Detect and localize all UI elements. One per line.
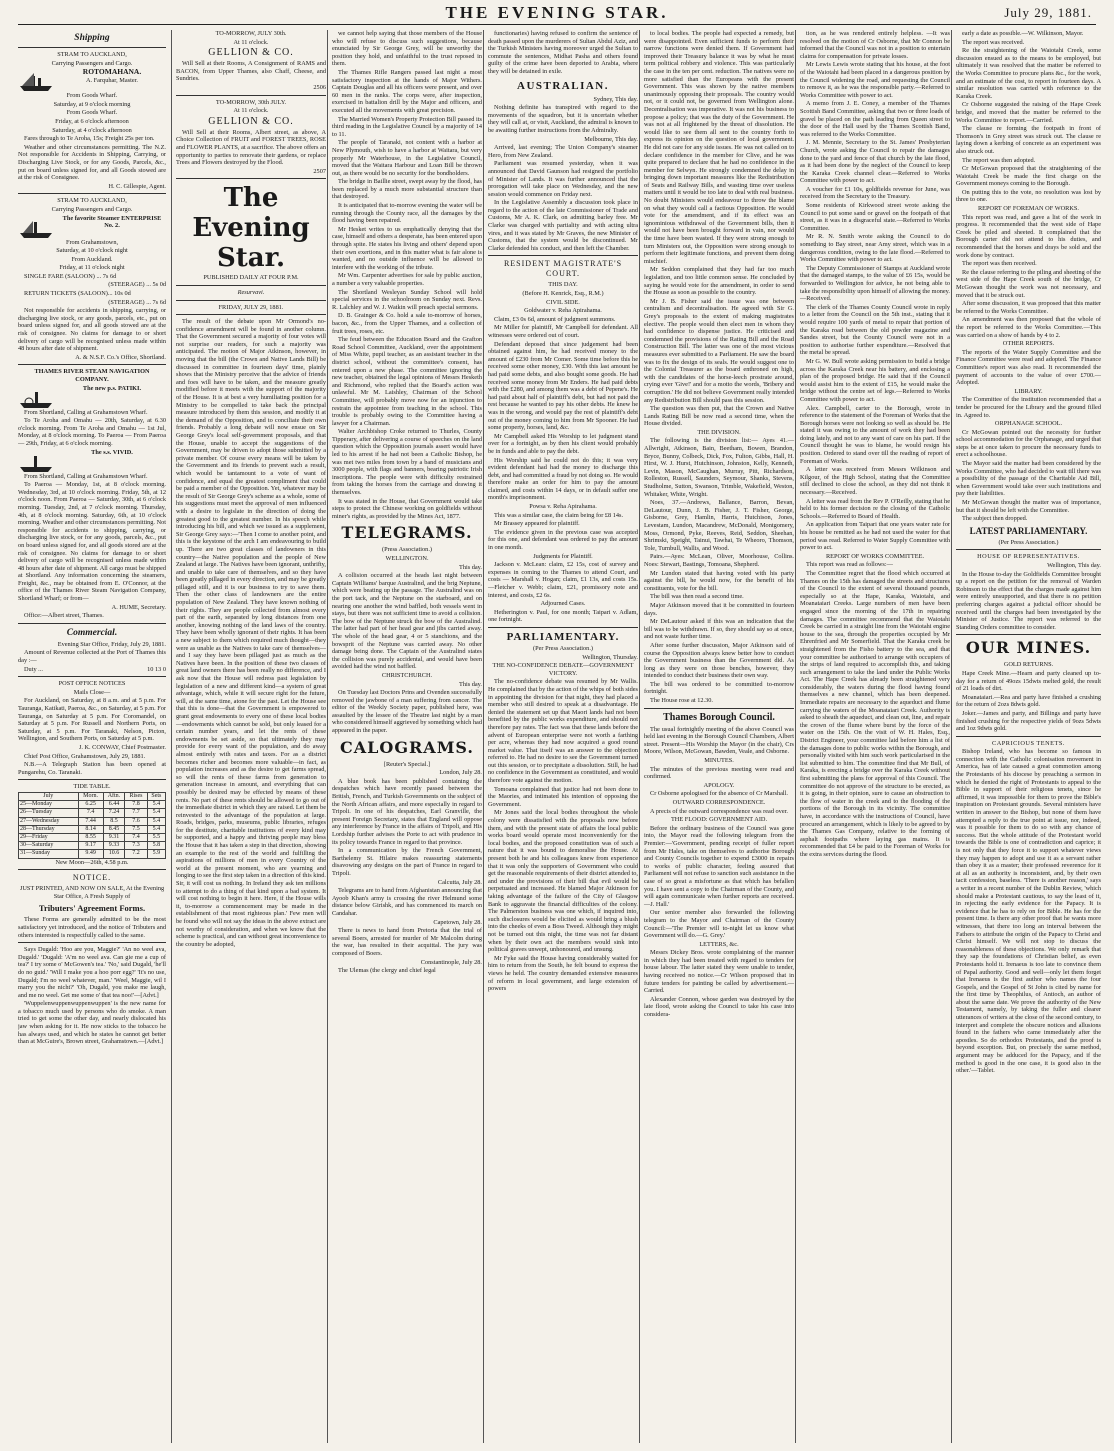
tide-cell: 26—Tuesday [19, 809, 79, 817]
tide-cell: 25—Monday [19, 801, 79, 809]
reuters-special: [Reuter's Special.] [383, 760, 431, 768]
council-paragraph: Cr Osborne suggested the raising of the Hape Creek bridge, and moved that the matter be referred to the Works Committee to report.—Carried. [956, 101, 1101, 124]
telegram-christchurch: On Tuesday last Doctors Prins and Ovenden successfully removed the jawbone of a man suffering from cancer. The editor of the Weekly Society paper, published here, was assaulted by the lessee of the Theatre last night by a man who considered himself aggrieved by something which had appeared in the paper. [332, 689, 482, 735]
tide-cell: 5.5 [147, 833, 165, 841]
division-paragraph: Noes, 37.—Andrews, Ballance, Barron, Bevan, DeLautour, Dunn, J. B. Fisher, J. T. Fisher, George, Gisborne, Grey, Hamlin, Harris, Hutchison, Jones, Levestam, Lundon, Macandrew, McDonald, Montgomery, Moss, Ormond, Pyke, Reeves, Reid, Seddon, Sheehan, Shrimski, Speight, Tainui, Tawhai, Te Wheoro, Thomson, Tole, Turnbull, Wallis, and Wood. [644, 499, 794, 552]
council-paragraph: The Committee of the institution recommended that a tender be procured for the Library and the ground filled in. Agreed to. [956, 396, 1101, 419]
tide-row [19, 850, 166, 858]
council-paragraph: After some discussion, it was proposed that this matter be referred to the Works Committee. [956, 300, 1101, 315]
fare-single-steerage: (STEERAGE) ... 5s 0d [108, 281, 166, 289]
tide-header-cell: Aftn. [103, 792, 125, 800]
ad-code-1: 2506 [313, 83, 326, 91]
tide-row [19, 833, 166, 841]
council-paragraph: An amendment was then proposed that the whole of the report be referred to the Works Committee.—This was carried on a show of hands by 4 to 2. [956, 316, 1101, 339]
cable-london: A blue book has been published containing the despatches which have recently passed between the British, French, and Turkish Governments on the subject of the North African affairs, and more especially in regard to Tripoli. In one of his despatches, Earl Granville, the present Foreign Secretary, states that England will oppose any interference by France in the affairs of Tripoli, and His Lordship further advises the Porte to act with prudence in its policy towards France in regard to that province. [332, 777, 482, 846]
from-auckland: From Auckland. [71, 255, 113, 263]
council-paragraph: Mr Lewis Lewis wrote stating that his house, at the foot of the Waiotahi had been placed in a dangerous position by the Council widening the road, and requesting the Council to remove it, as he was the responsible party.—Referred to Works Committee with power to act. [800, 61, 950, 99]
tide-header-cell: July [19, 792, 79, 800]
tenets-article: Bishop Ireland, who has become so famous in connection with the Catholic colonisation movement in America, has of late caused a great commotion among the Protestants of his diocese by preaching a sermon in which he denied the right of Protestants to appeal to the Bible in support of their religious tenets, since he affirmed, it was impossible for them to prove the Bible's inspiration on Protestant grounds. Several ministers have written in answer to the Bishop, but none of them have attempted a reply to the true point at issue, nor, indeed, was it possible for them to do so with any chance of success. But the whole attitude of the Protestant world towards the Bible is one of contradiction and caprice; it is not only that they force it to support whatever views they may happen to adopt and use it as a servant rather than obey it as a master; their professed reverence for it at all as an authority is inconsistent, and, by their own tacit confession, baseless. 'There is another reason,' says a writer in a recent number of the Dublin Review, 'which should make a Protestant cautious, to say the least of it, in rejecting the early evidence for the Papacy. It is evidence that he has to rely on for Bible. He has for the present time. Is there any other proof that he wants more witnesses, that there too long an interval between the Fathers to attribute the origin of the Papacy to Christ and Christ himself. We will not stop to discuss the reasonableness of these objections. We only remark that they sap the foundations of Christian belief, as even Protestants hold it. Irenaeus is too late to convince them of Papal authority. Good and well—only let them forget that Irenaeus is the first author who names the four Gospels, and the Gospel of St John is cited by name for the first time by Theophilus, of Antioch, an author of about the same date. We prove the authority of the New Testament, namely, by taking the fuller and clearer utterances of writers at the close of the second century, to interpret and complete the obscure notices and allusions found in the fathers who came immediately after the apostles. So do orthodox Protestants, and the proof is beyond exception. But, on precisely the same method, argument may be adduced for the Papacy, and if the method is good in the one case, it is good also in the other.'—Tablet. [956, 748, 1101, 1075]
civil-side: CIVIL SIDE. [546, 298, 580, 306]
division-paragraph: The bill was then read a second time. [650, 593, 744, 601]
cable-continued: functionaries) having refused to confirm the sentence of death passed upon the murderers of Sultan Abdul Aziz, and the Turkish Ministers having moreover urged the Sultan to commute the sentences, Midhat Pasha and others found guilty of the crime have been deported to Arabia, where they will be detained in exile. [488, 30, 638, 75]
press-association-3: (Per Press Association.) [998, 538, 1059, 546]
news-paragraph: Mr Wm. Carpenter advertises for sale by public auction, a number a very valuable properties. [332, 272, 482, 287]
tide-cell: 8.55 [78, 833, 103, 841]
case-title-2: Powsa v. Reha Apirahama. [529, 503, 597, 511]
press-association: (Press Association.) [381, 546, 433, 554]
council-paragraph: Mr McGowan thought the matter was of importance, but that it should be left with the Committee. [956, 499, 1101, 514]
gellion-body-2: Will Sell at their Rooms, Albert street, as above, A Choice Collection of FRUIT and FOREST TREES, ROSE and FLOWER PLANTS, at a sacrifice. The above offers an opportunity to parties to renovate their gardens, or replace Trees and Flowers destroyed by the Flood. [176, 128, 326, 167]
tide-cell: 30—Saturday [19, 842, 79, 850]
council-paragraph: Messrs Dickey Bros. wrote complaining of the manner in which they had been treated with regard to tenders for house labour. The latter stated they were unable to tender, having received no notice.—Cr Wilson proposed that in future tenders for painting be called by advertisement.—Carried. [644, 949, 794, 995]
council-paragraph: On putting this to the vote, no resolution was lost by three to one. [956, 188, 1101, 204]
council-paragraph: early a date as possible.—W. Wilkinson, Mayor. [962, 30, 1084, 37]
news-paragraph: we cannot help saying that those members of the House who will refuse to discuss such suggestions, because enunciated by Sir George Grey, will be unworthy the position they hold, and unfaithful to the trust reposed in them. [332, 30, 482, 68]
court-paragraph: Hetherington v. Paul, for one month; Taipari v. Adlam, one fortnight. [488, 608, 638, 624]
parliament-paragraph: Mr J. B. Fisher said the issue was one between centralism and decentralisation. He agreed with Sir G. Grey's proposals to the extent of making magistrates elective. The people would then elect men in whom they had confidence to dispense justice. He criticised and condemned the provisions of the Rating Bill and the Road Construction Bill. The latter was one of the most vicious measures ever submitted to a Parliament. He saw the board was to fix the design of its seals. He would suggest one to the Colonial Treasurer as the board enthroned on high, with the candidates of the horse-leech prostrate around, crying ever 'Give!' and for a motto the words, 'Bribery and corruption.' He did not believe Government really intended any Redistribution Bill should pass this session. [644, 297, 794, 404]
newspaper-title: THE EVENING STAR. [445, 3, 669, 22]
saturday-schedule-1: Saturday, at 9 o'clock morning [53, 100, 131, 108]
tide-header-cell: Rises [125, 792, 147, 800]
stram-heading: STRAM TO AUCKLAND, [57, 51, 127, 58]
calograms-heading: CALOGRAMS. [340, 737, 474, 757]
tide-table [18, 792, 166, 859]
tomorrow-heading-1: TO-MORROW, JULY 30th. [215, 30, 287, 37]
news-paragraph: D. B. Grainger & Co. hold a sale to-morrow of horses, bacon, &c., from the Upper Thames, and a collection of fruit trees, roses, etc. [332, 312, 482, 335]
patiki-name: The new p.s. PATIKI. [82, 384, 142, 392]
post-office-dateline: Chief Post Office, Grahamstown, July 29, 1881. [24, 752, 146, 760]
division-paragraph: Mr DeLautour asked if this was an indication that the bill was to be withdrawn. If so, they should say so at once, and not waste further time. [644, 618, 794, 641]
saturday-schedule-2: Saturday, at 4 o'clock afternoon [52, 126, 132, 134]
minutes-heading: MINUTES. [704, 757, 734, 765]
council-paragraph: Our senior member also forwarded the following telegram to the Mayor and Chairman of the County Council:—'The Premier will to-night let us know what Government will do.—G. Grey.' [644, 909, 794, 940]
apology-heading: APOLOGY. [703, 781, 735, 789]
steamer-icon [18, 70, 54, 92]
tomorrow-heading-2: TO-MORROW, 30th JULY. [215, 98, 287, 106]
tide-cell: 5.4 [147, 817, 165, 825]
fare-return-steerage: (STEERAGE) ... 7s 6d [108, 298, 166, 306]
tide-cell: 7.4 [125, 833, 147, 841]
published-line: PUBLISHED DAILY AT FOUR P.M. [203, 274, 299, 282]
council-paragraph: J. M. Mennie, Secretary to the St. James' Presbyterian Church, wrote asking the Council to repair the damages done to the yard and fence of that church by the late flood, as it had been done by the neglect of the Council to keep the Karaka Creek channel clear.—Referred to Works Committee with power to act. [800, 139, 950, 185]
australian-paragraph: Arrived, last evening; The Union Company's steamer Hero, from New Zealand. [488, 144, 638, 159]
postmaster: J. K. CONWAY, Chief Postmaster. [78, 743, 166, 751]
australian-paragraph: Nothing definite has transpired with regard to the movements of the squadron, but it is uncertain whether they will call at, or visit, Auckland, the admiral is known to be awaiting further instructions from the Admiralty. [488, 104, 638, 134]
gold-returns-heading: GOLD RETURNS. [1003, 661, 1054, 669]
capetown-dateline: Capetown, July 28. [433, 918, 482, 926]
tide-row [19, 801, 166, 809]
parliament-paragraph: to local bodies. The people had expected a remedy, but were disappointed. Even sufficient funds to perform their narrow functions were denied them. If Government had improved their Treasury balance it was by what he must term political robbery and violence. This was particularly the case in the ten per cent. reduction. The natives were no more satisfied than the Europeans with the present Government. This was shown by the native members unanimously opposing their proposals. The country would not, or it could not, be governed from Wellington alone. Decentralisation was imperative. It was not his business to propose a policy; that was the duty of the Government. He was not at all frightened by the threat of dissolution. He would like to see them all sent to the country forth to express its opinion on the question of local government. He did not care for any side issues. He was not called on to declare confidence in the member for Clive, and he was quite prepared to declare that he had no confidence in the member for Selwyn. He strongly condemned the delay in bringing down important measures like the Redistribution of Seats and Railway Bills, and wasting time over useless matters until it would be too late to deal with real business. No doubt Ministers would endeavour to throw the blame on what they would call a factious Opposition. He would vote for the amendment, and if its effect was an ignominious withdrawal of the Government bills, then it would not have been brought forward in vain, nor would the time have been wasted. If they were strong enough to turn Ministers out, the Opposition were strong enough to perform their legitimate functions, and prevent them doing mischief. [644, 30, 794, 265]
judgments-heading: Judgments for Plaintiff. [533, 552, 593, 560]
this-day: This day. [458, 680, 482, 688]
vivid-schedule: To Paeroa — Monday, 1st, at 8 o'clock morning. Wednesday, 3rd, at 10 o'clock morning. Friday, 5th, at 12 o'clock noon. From Paeroa — Saturday, 30th, at 6 o'clock morning. Tuesday, 2nd, at 7 o'clock morning. Thursday, 4th, at 8 o'clock morning. Saturday, 6th, at 10 o'clock morning. Weather and other circumstances permitting. Not responsible for accidents to shipping, carrying, or discharging live stock, or for any goods, parcels, &c., put on board unless signed for, and all goods stored are at the risk of consignee. No claims for damage to or short delivery of cargo will be recognised unless made within 48 hours after date of shipment. All cargo must be shipped at Shortland. Any information concerning the steamers, Freight, &c., may be obtained from E. O'Connor, at the office of the Thames River Steam Navigation Company, Shortland Wharf; or from— [18, 481, 167, 603]
parliament-paragraph: The question was then put, that the Crown and Native Lands Rating Bill be now read a second time, when the House divided. [644, 405, 794, 428]
mine-paragraph: Moanataiari.—Rea and party have finished a crushing for the return of 2ozs 8dwts gold. [956, 693, 1101, 709]
council-paragraph: A voucher for £1 10s, goldfields revenue for June, was received from the Secretary to the Treasury. [800, 185, 950, 201]
council-paragraph: Cr Osborne apologised for the absence of Cr Marshall. [650, 790, 788, 798]
news-paragraph: The Shortland Wesleyan Sunday School will hold special services in the schoolroom on Sunday next. Revs. R. Lalchley and W. J. Watkin will preach special sermons. [332, 288, 482, 311]
leader-article: The result of the debate upon Mr Ormond's no-confidence amendment will be found in another column. That the Government secured a majority of four votes will not surprise our readers, for such a majority was anticipated. The motion of Major Atkinson, however, in moving that the bill (the Crown and Native Lands Bill) be discussed in committee in fourteen days' time, plainly shows that the Ministry perceive that the advice of friends and foes will have to be taken, and the measure greatly modified before it meets with the support of the majority of the House. It is at best a very humiliating position for a Ministry to be compelled to take back the principal measure introduced by them this session, and modify it at the demand of the Opposition, and to conciliate their own friends. Probably a long debate will now ensue on Sir George Grey's local self-government proposals, and that the House, unable to accept the suggestions of the Government, may be driven to adopt those submitted by a private member. Of course every means will be taken by the Government and its friends to prevent such a result, which would be tantamount to a vote of want of confidence, and equal the greatest compliment that could be paid a member of the Opposition. Yet, whatever may be the result of Sir George Grey's scheme as a whole, some of his suggestions must meet the approval of men influenced with a desire to legislate in the direction of doing the greatest good to the greatest number. In his speech while introducing his bill, and which we issued as a supplement, Sir George Grey says:—'Then I come to another point, and this is the keystone of the arch I am endeavouring to build up. There are two great classes of landowners in this country—the Native population and the people of New Zealand at large. The Natives have been ignorant, unthrifty, and unable to take care of themselves, and so they have been greatly pillaged in every direction, and may be greatly pillaged still, and it is our business to try to save them. Then the other class of landowners are the entire population of New Zealand. They have known nothing of their rights. They are people collected from almost every part of the earth, separated by long distances from one another, knowing nothing of the land laws of the country. They have been wholly ignorant of their rights. It has been a new subject to them which required much thought—they were as unable as the Natives to take care of themselves—and I say they have been pillaged just as much as the Natives have been. In the position of these two classes of great land owners there has been really no difference, and I ask now that the House will redress past legislation by legislation of a new and different kind—a system of great advantage, which, while it will secure right for the future, will, at the same time, atone for the past. Let the House see that this is done—that the Government is empowered to grant great endowments to every one of these local bodies—endowments which cannot be sold, but only leased for a certain number years, and let the rents of these endowments be set aside, so that ultimately they may provide for every want of the population, and do away almost entirely with rates and taxes. For as a district becomes richer and becomes more valuable—in fact, as population increases and as the desire to get farms spread, so will the rents of these farms from generation to generation increase in amount, and everything that can possibly be desired may be effected by means of these rents. No part of these rents should be allowed to go out of the immediate district in which they are raised. Let them be reinvested to the advantage of the population at large. Roads, bridges, parks, museums, public libraries, refuges for the destitute, charitable institutions of every kind may be supported, and a happy and thriving people may bless the House that it has taken a step in that direction, showing an example to the rest of the world and fulfilling the aspirations of millions of men in every Country of the world at the present moment, who are yearning and longing to see the first step taken in a direction of this kind. Sir, it will cost us nothing. In Ireland they ask ten millions to attempt to do a thing of that kind upon a bad system. It will cost nothing to begin it here. Here, if the House wills it, to-morrow a commencement may be made in the establishment of that most righteous plan.' Few men will be found who will not say the ideas in the above extract are not worthy of consideration, and when we know that the scheme is practical, and can without great inconvenience to the country be adopted, [176, 318, 327, 948]
cable-capetown: There is news to hand from Pretoria that the trial of several Boers, arrested for murder of Mr Malcolm during the war, has resulted in their acquittal. The jury was composed of Boers. [332, 927, 482, 957]
fare-return-saloon: RETURN TICKETS (SALOON)... 10s 0d [24, 290, 131, 298]
letters-heading: LETTERS, &c. [699, 940, 739, 948]
council-paragraph: The minutes of the previous meeting were read and confirmed. [644, 765, 794, 781]
just-printed: JUST PRINTED, AND NOW ON SALE, At the Evening Star Office, A Fresh Supply of [19, 885, 165, 900]
council-paragraph: This report was read as follows:— [806, 561, 893, 569]
parliamentary-heading: PARLIAMENTARY. [506, 630, 620, 643]
case-title-1: Goldwater v. Reha Apirahama. [524, 307, 602, 315]
tobacco-advert: 'Wuppelenwuppenwuppenwuppen' is the new name for a tobacco much used by persons who do smoke. A man tried to get some the other day, and nearly dislocated his jaw when asking for it. He now sticks to the tobacco he has always used, and which he states he cannot get better than at McGuire's, Brown street, Grahamstown.—[Advt.] [18, 1000, 166, 1046]
not-responsible-notice: Not responsible for accidents in shipping, carrying, or discharging live stock, or any goods, parcels, etc., put on board unless signed for, and all goods stowed are at the risk of consignee. No claims for damage to or short delivery of cargo will be recognised unless made within 48 hours after date of shipment. [18, 307, 166, 353]
carrying-line-2: Carrying Passengers and Cargo. [51, 205, 133, 213]
parliament-paragraph: Mr Jones said the local bodies throughout the whole colony were dissatisfied with the proposals now before them, and with the present state of affairs the local public works board would operate most inconveniently for the local bodies, and the proposed constitution was of such a nature that it was bound to demoralise the House. At present both he and his colleagues knew from experience that it was only the supporters of Government who could get the reasonable requirements of their district attended to, and under the provisions of their bill that evil would be perpetuated and increased. He blamed Major Atkinson for taking advantage of the failure of the City of Glasgow Bank to aggravate the financial difficulties of the colony. The Palmerston business was one which, if inquired into, such disclosures would be elicited as would bring a blush into the cheeks of even a Boss Tweed. Although they might not be turned out this night, the time was not far distant when by their own act the members would sink into political graves unwept, unhonoured, and unsung. [488, 809, 638, 954]
tide-cell: 7.24 [103, 809, 125, 817]
office-address: Office:—Albert street, Thames. [24, 612, 104, 620]
christchurch-dateline: CHRISTCHURCH. [381, 671, 433, 679]
court-paragraph: This was a similar case, the claim being for £8 14s. [494, 511, 624, 519]
council-paragraph: Some residents of Kirkwood street wrote asking the Council to put some sand or gravel on the footpath of that street, as it was in a disgraceful state.—Referred to Works Committee. [800, 202, 950, 232]
tide-cell: 7.6 [125, 817, 147, 825]
council-paragraph: Mr G. W. Bull wrote asking permission to build a bridge across the Karaka Creek near his battery, and enclosing a plan of the proposed bridge. He said that if the Council would assist him to the extent of £15, he would make the bridge without the centre set of legs.—Referred to Works Committee with power to act. [800, 357, 950, 403]
commercial-heading: Commercial. [66, 627, 118, 638]
evening-star-nameplate: The Evening Star. [192, 183, 310, 274]
council-paragraph: An application from Taipari that one years water rate for his house be remitted as he had not used the water for that period was read. Referred to Water Supply Committee with power to act. [800, 521, 950, 552]
from-grahamstown: From Grahamstown, [65, 238, 119, 246]
friday-schedule-2: Friday, at 11 o'clock night [59, 264, 125, 272]
court-paragraph: Defendant deposed that since judgement had been obtained against him, he had received money to the amount of £230 from Mr Comer. Some time before this he received some other money, £30. With this last amount he had paid some debts, and also bought some goods. He had received some money from Mr Enders. He had paid debts with the £280, and among them was a debt of Pepene's. He had paid about half of plaintiff's debt, but had not paid the rest because he wanted to pay his other debts. He knew he was in the wrong, and would pay the rest of plaintiff's debt out of the money coming to him from Mr Spooner. He had some property, horses, land, &c. [488, 340, 638, 432]
press-association-2: (Per Press Association.) [533, 644, 593, 652]
division-paragraph: Pairs.—Ayes: McLean, Oliver, Moorhouse, Collins. Noes: Stewart, Bastings, Tomoana, Shepherd. [644, 553, 794, 568]
this-day: This day. [458, 563, 482, 571]
tide-cell: 6.44 [103, 801, 125, 809]
motto: Resurvavi. [237, 288, 265, 296]
council-paragraph: Cr McGowan pointed out the necessity for further school accommodation for the Orphanage, and urged that steps be at once taken to procure the necessary funds to erect a schoolhouse. [956, 428, 1101, 459]
court-paragraph: Mr Campbell asked His Worship to let judgment stand over for a fortnight, as by then his client would probably be in funds and able to pay the debt. [488, 432, 638, 455]
capricious-tenets-heading: CAPRICIOUS TENETS. [992, 739, 1065, 747]
court-paragraph: The evidence given in the previous case was accepted for this one, and defendant was ordered to pay the amount in one month. [488, 528, 638, 552]
council-paragraph: The subject then dropped. [962, 515, 1028, 523]
duty-value: 10 13 0 [147, 665, 166, 673]
council-paragraph: The usual fortnightly meeting of the above Council was held last evening in the Borough Council Chambers, Albert street. Present—His Worship the Mayor (in the chair), Crs Moore, Wilson, McGowan, Bawden, Veale, and Osborne. [644, 725, 794, 756]
council-paragraph: Alex. Campbell, carter to the Borough, wrote in reference to the statement of the Foreman of Works that the Borough horses were not looking so well as should be. He stated it was owing to the amount of work they had been doing lately, and not to any want of care on his part. If the Council thought he was to blame, he would resign his position. Ordered to stand over till the reading of report of Foreman of Works. [800, 404, 950, 465]
news-paragraph: Mr Hesket writes to us emphatically denying that the case, himself and others a desperate, has been entered upon through spite. He states his living and others' depend upon their own exertions, and in this matter what is fair alone is wanted, and no outside influence will be allowed to interfere with the working of the tribute. [332, 225, 482, 271]
tide-row [19, 825, 166, 833]
tide-cell: 6.25 [78, 801, 103, 809]
gellion-heading-1: GELLION & CO. [208, 47, 294, 59]
wellington-this-day: Wellington, This day. [1047, 562, 1101, 569]
tide-cell: 5.8 [147, 842, 165, 850]
column-shipping [18, 30, 170, 1443]
constantinople-dateline: Constantinople, July 28. [420, 958, 482, 966]
gellion-heading-2: GELLION & CO. [208, 115, 294, 127]
telegram-collision: A collision occurred at the heads last night between Captain Williams' barque Australind, and the brig Neptune, which were beating up the passage. The Australind was on the port tack, and the Neptune on the starboard, and on nearing one another the wind baffled, both vessels went in stays, but there was not sufficient time to avoid a collision. The bow of the Neptune struck the bow of the Australind. The latter had part of her head gear and jibs carried away. The whole of the head gear, 4 or 5 stanchions, and the bowsprit of the Neptune was carried away. No other damage being done. The Captain of the Australind states the collision was purely accidental, and would have been avoided had the wind not baffled. [332, 572, 482, 671]
vivid-from: From Shortland, Calling at Grahamstown Wharf. [24, 472, 148, 480]
tide-cell: 8.45 [103, 825, 125, 833]
editorial-date: FRIDAY, JULY 29, 1881. [218, 303, 284, 311]
council-paragraph: The clerk of the Thames County Council wrote in reply to a letter from the Council on the 5th inst., stating that it would require 100 yards of metal to repair that portion of the Karaka road between the old powder magazine and Sandes street, but the County Council were not in a position to authorise further expenditure.—Resolved that the metal be spread. [800, 303, 950, 357]
council-paragraph: The reports of the Water Supply Committee and the Finance Committee were read and adopted. The Finance Committee's report was also read. It recommended the payment of accounts to the value of over £700.—Adopted. [956, 348, 1101, 387]
duty-row [18, 666, 166, 674]
time-2: At 11 o'clock. [233, 107, 269, 115]
paddle-steamer-icon [18, 387, 54, 409]
council-paragraph: Alexander Connon, whose garden was destroyed by the late flood, wrote asking the Council to take his case into considera- [644, 995, 794, 1019]
council-paragraph: The Deputy Commissioner of Stamps at Auckland wrote that the damaged stamps, to the value of £6 15s, would be forwarded to Wellington for advice, he not being able to take the responsibility upon himself of allowing the money.—Received. [800, 264, 950, 303]
column-news [327, 30, 486, 1443]
foreman-report-heading: REPORT OF FOREMAN OF WORKS. [977, 205, 1080, 213]
tide-cell: 5.4 [147, 825, 165, 833]
agent-gillespie: H. C. Gillespie, Agent. [108, 182, 166, 190]
rotomahana-name: ROTOMAHANA. [82, 67, 142, 77]
mine-paragraph: Hape Creek Mine.—Hearn and party cleaned up to-day for a return of 49ozs 15dwts melted gold, the result of 21 loads of dirt. [956, 669, 1101, 693]
division-paragraph: Mr Lundon stated that having voted with his party against the bill, he would now, for the benefit of his constituents, vote for the bill. [644, 569, 794, 592]
column-mines-tenets [951, 30, 1101, 1443]
court-paragraph: Mr Miller for plaintiff, Mr Campbell for defendant. All witnesses were ordered out of court. [488, 324, 638, 339]
tributers-heading: Tributers' Agreement Forms. [38, 903, 146, 914]
issue-date: July 29, 1881. [1004, 5, 1092, 20]
customs-line: Amount of Revenue collected at the Port of Thames this day :— [18, 649, 166, 665]
column-division-council [639, 30, 798, 1443]
shipping-heading: Shipping [74, 33, 110, 43]
council-paragraph: This report was read, and gave a list of the work in progress. It recommended that the west side of Hape Creek be piled and sheeted. It complained that the Borough carter did not attend to his duties, and recommended that the horses and drays be sold and the work done by contract. [956, 213, 1101, 259]
court-paragraph: Claim, £3 0s 6d, amount of judgment summons. [494, 315, 616, 323]
other-reports-heading: OTHER REPORTS. [1002, 340, 1055, 348]
column-editorial [171, 30, 330, 1443]
flood-heading: THE FLOOD: GOVERNMENT AID. [670, 816, 768, 824]
court-paragraph: Mr Brassey appeared for plaintiff. [494, 520, 580, 528]
post-office-heading: POST OFFICE NOTICES [58, 680, 126, 688]
new-moon: New Moon—26th, 4.58 p.m. [55, 858, 129, 866]
council-paragraph: The clause re forming the footpath in front of Thomson's in Grey street was struck out. The clause re laying down a kerbing of concrete as an experiment was also struck out. [956, 125, 1101, 155]
tide-cell: 8.14 [78, 825, 103, 833]
australian-paragraph: In the Legislative Assembly a discussion took place in regard to the action of the late Commissioner of Trade and Customs, Mr A. K. Clark, on admitting barley free. Mr Clarke was charged with partiality and with acting ultra vires, and it was stated by Mr Graves, the new Minister of Customs, that the system would be discontinued. Mr Clarke defended his conduct, and then left the Chamber. [488, 199, 638, 252]
council-heading: Thames Borough Council. [663, 711, 775, 723]
notice-heading: NOTICE. [72, 873, 112, 883]
ad-code-2: 2507 [313, 167, 326, 175]
division-heading: THE DIVISION. [697, 428, 741, 436]
council-paragraph: A letter was received from Messrs Wilkinson and Kilgour, of the High School, stating that the Committee still declined to close the school, as they did not think it necessary.—Received. [800, 466, 950, 497]
stram-heading-2: STRAM TO AUCKLAND, [57, 197, 127, 205]
news-paragraph: It is anticipated that to-morrow evening the water will be running through the County race, all the damages by the flood having been repaired. [332, 202, 482, 225]
council-paragraph: Re the clause referring to the piling and sheeting of the west side of the Hape Creek south of the bridge, Cr McGowan thought the work was not necessary, and moved that it be struck out. [956, 268, 1101, 299]
australian-paragraph: Parliament was resumed yesterday, when it was announced that David Gaunson had resigned the portfolio of Minister of Lands. It was further announced that the prorogation will take place on Wednesday, and the new session would commence on Friday next. [488, 160, 638, 198]
tide-cell: 9.31 [103, 833, 125, 841]
secretary-hume: A. HUME, Secretary. [111, 603, 166, 611]
parliament-paragraph: Mr Seddon complained that they had far too much legislation, and too little common sense. He concluded by saying he would vote for the amendment, in order to send the House as soon as possible to the country. [644, 266, 794, 297]
our-mines-heading: OUR MINES. [965, 638, 1092, 658]
mine-paragraph: Joker.—James and party, and Billings and party have finished crushing for the respective yields of 9ozs 5dwts and 1oz 9dwts gold. [956, 709, 1101, 733]
tide-cell: 7.2 [125, 850, 147, 858]
weather-paragraph: Weather and other circumstances permitting. The N.Z. Not responsible for Accidents in Shipping, Carrying, or Discharging Live Stock, or for any Goods, Parcels, &c., put on board unless signed for, and all Goods stowed are at the risk of Consignee. [18, 143, 166, 182]
cable-constantinople: The Ulemas (the clergy and chief legal [338, 967, 436, 975]
news-paragraph: The feud between the Education Board and the Grafton Road School Committee, Auckland, over the appointment of Miss White, pupil teacher, as an assistant teacher in the district school, without the committee's consent, has entered upon a new phase. The committee ignoring the new teacher, obtained the legal opinions of Messrs Hesketh and Richmond, who replied that the Board's action was unlawful. Mr M. Laishley, Chairman of the School Committee, will probably move now for an injunction to restrain the appointee from teaching in the school. This trouble is probably owing to the Committee having a lawyer for a Chairman. [332, 336, 482, 427]
telegraph-notice: N.B.—A Telegraph Station has been opened at Pungarehu, Co. Taranaki. [18, 761, 166, 776]
latest-parliamentary-heading: LATEST PARLIAMENTARY. [969, 525, 1088, 536]
tide-cell: 7.44 [78, 817, 103, 825]
tide-row [19, 817, 166, 825]
london-dateline: London, July 28. [439, 769, 482, 777]
council-paragraph: The report was then adopted. [962, 156, 1036, 164]
steamer-icon [18, 217, 54, 239]
division-paragraph: Major Atkinson moved that it be committed in fourteen days. [644, 601, 794, 617]
news-paragraph: It was stated in the House, that Government would take steps to protect the Chinese working on goldfields without miner's rights, as provided by the Mines Act, 1877. [332, 497, 482, 520]
tide-table-title: TIDE TABLE. [73, 783, 111, 791]
from-goods-wharf-1: From Goods Wharf. [66, 92, 118, 100]
tide-cell: 28—Thursday [19, 825, 79, 833]
tide-row [19, 842, 166, 850]
telegrams-heading: TELEGRAMS. [341, 523, 473, 543]
house-heading: HOUSE OF REPRESENTATIVES. [977, 553, 1080, 561]
cable-calcutta: Telegrams are to hand from Afghanistan announcing that Ayoob Khan's army is crossing the river Helmund some distance below Girishk, and has commenced its march on Candahar. [332, 887, 482, 917]
tide-row [19, 809, 166, 817]
council-paragraph: A memo from J. E. Coney, a member of the Thames Scottish Band Committee, asking that two or three loads of gravel be placed on the path leading from Queen street to the door of the Hall used by the Thames Scottish Band, was referred to the Works Committee. [800, 100, 950, 138]
tide-cell: 9.49 [78, 850, 103, 858]
works-report-heading: REPORT OF WORKS COMMITTEE. [825, 552, 925, 560]
australian-heading: AUSTRALIAN. [517, 79, 609, 92]
vivid-name: The s.s. VIVID. [91, 448, 133, 456]
division-paragraph: The House rose at 12.30. [650, 697, 713, 705]
court-heading: RESIDENT MAGISTRATE'S COURT. [503, 259, 623, 279]
patiki-schedule: To Te Aroha and Omahu — 20th, Saturday, at 6.30 o'clock morning. From Te Aroha and Omahu — 1st Jul, Monday, at 8 o'clock morning. To Paeroa — From Paeroa — 29th, Friday, at 6 o'clock morning. [18, 417, 166, 447]
customs-dateline: Evening Star Office, Friday, July 29, 1881. [57, 640, 166, 648]
tide-cell: 8.5 [103, 817, 125, 825]
friday-schedule: Friday, at 6 o'clock afternoon [55, 117, 129, 125]
tide-cell: 5.4 [147, 801, 165, 809]
melbourne-dateline: Melbourne, This day. [584, 135, 638, 143]
council-paragraph: The Mayor said the matter had been considered by the Works Committee, who had decided to wait till there was a possibility of the passage of the Charitable Aid Bill, when Government would take over such institutions and pay their liabilities. [956, 460, 1101, 498]
works-report-body: The Committee regret that the flood which occurred at Thames on the 15th has damaged the streets and structures of the Council to the extent of several thousand pounds, especially so at the Hape, Karaka, Waiotahi, and Moanataiari Creeks. Large numbers of men have been engaged since the morning of the 17th in repairing damages. The committee recommend that the Waiotahi Creek be carried in a straight line from the Waiotahi engine house to the sea, through the properties occupied by Mr Ehrenfried and Mr Somerfield. That the Karaka creek be straightened from the Fisho battery to the sea, and that your committee be authorised to arrange with occupiers of the strips of land required to accomplish this, and taking such arrangement to take the land under the Public Works Act. The Hape Creek has already been straightened very considerably, the waters during the flood having found themselves a new channel, which has been deepened. Immediate repairs are necessary to the aqueduct and flume carrying the waters of the Moanataiari Creek. Authority is asked to sheath the aqueduct, and clean out, line, and repair the crown of the flume where burst by the force of the water on the 15th. On the visit of W. H. Hales, Esq., District Engineer, your committee laid before him a list of the damages done to public works within the Borough, and personally visited with him such work particularised in the list submitted to him. The committee find that Mr Bull, of Karaka, is erecting a bridge over the Karaka Creek without first submitting the plans for approval of this Council. The committee do not approve of the structure to be erected, as it is going, in their opinion, sure to cause an obstruction to the flow of water in the creek and to the flooding of the portions of the Borough in its vicinity. The committee have, in accordance with the instructions of Council, have procured an arrangement, which is likely to be agreed to by the Thames Gas Company, relative to the forming of asphalt footpaths where laying gas mains. It is recommended that £4 be paid to the Foreman of Works for the extra services during the flood. [800, 569, 950, 858]
council-paragraph: The report was then received. [962, 260, 1037, 268]
sydney-dateline: Sydney, This day. [593, 95, 638, 103]
column-australian-court-parliament [483, 30, 642, 1443]
council-paragraph: A precis of the outward correspondence was read over. [650, 807, 788, 815]
division-paragraph: After some further discussion, Major Atkinson said of course the Opposition always knew better how to conduct the Government business than the Government did. As long as they were on those benches, however, they intended to conduct their business their own way. [644, 641, 794, 680]
news-paragraph: The bridge in Baillie street, swept away by the flood, has been replaced by a much more substantial structure than that destroyed. [332, 178, 482, 201]
council-paragraph: A letter was read from the Rev P. O'Reilly, stating that he held to his former decision re the closing of the Catholic Schools.—Referred to Board of Health. [800, 497, 950, 520]
division-paragraph: The following is the division list:— Ayes 41.—Allwright, Atkinson, Bain, Beetham, Bowen, Brandon, Bryce, Bunny, Colbeck, Dick, Fox, Fulton, Gibbs, Hall, H. Hirst, W. J. Hurst, Hutchinson, Johnston, Kelly, Kenneth, Levin, Mason, McCaughan, Murray, Pitt, Richardson, Rolleston, Russell, Saunders, Seymour, Shanks, Stevens, Studholme, Sutton, Swanson, Trimble, Wakefield, Weston, Whitaker, White, Wright. [644, 437, 794, 498]
council-paragraph: tion, as he was rendered entirely helpless. —It was resolved on the motion of Cr Osborne, that Mr Connon be informed that the Council was not in a position to entertain claims for compensation for private losses. [800, 30, 950, 60]
wellington-dateline: WELLINGTON. [385, 555, 429, 562]
no-confidence-heading: THE NO-CONFIDENCE DEBATE—GOVERNMENT VICTORY. [492, 662, 634, 677]
tide-cell: 29—Friday [19, 833, 79, 841]
parliament-paragraph: Mr Fyke said the House having considerably waited for him to return from the South, he felt bound to express the views he held. The country demanded extensive measures of reform in local government, and large extension of powers [488, 954, 638, 993]
council-paragraph: Cr McGowan proposed that the straightening of the Waiotahi Creek be made the first charge on the Government moneys coming to the Borough. [956, 165, 1101, 188]
post-body: For Auckland, on Saturday, at 8 a.m. and at 5 p.m. For Tauranga, Katikati, Paeroa, &c., on Saturday, at 5 p.m. For Tauranga, on Saturday at 5 p.m. For Coromandel, on Saturday at 5 p.m. For Russell and Northern Ports, on Saturday, at 5 p.m. For Taranaki, Nelson, Picton, Wellington, and Southern Ports, on Saturday at 5 p.m. [18, 697, 166, 743]
parliament-paragraph: Tomoana complained that justice had not been done to the Maories, and intimated his intention of opposing the Government. [488, 785, 638, 808]
news-paragraph: Walter Archbishop Croke returned to Thurles, County Tipperary, after delivering a course of speeches on the land question which the Opposition journals assert would have led to his arrest if he had not been a Catholic Bishop, he was met two miles from town by a band of musicians and 3000 people, with flags and banners, bearing patriotic Irish inscriptions. The people were with difficulty restrained from taking the horses from the carriage and drawing it themselves. [332, 428, 482, 497]
court-before: (Before H. Kenrick, Esq., R.M.) [522, 290, 604, 298]
calcutta-dateline: Calcutta, July 28. [437, 878, 482, 886]
tributers-body: These Forms are generally admitted to be the most satisfactory yet introduced, and the notice of Tributers and others interested is respectfully called to the same. [18, 916, 166, 939]
saturday-schedule-3: Saturday, at 10 o'clock night [56, 247, 128, 255]
tide-cell: 7.8 [125, 801, 147, 809]
adjourned-heading: Adjourned Cases. [540, 600, 586, 608]
dugald-advert: Says Dugald: 'Hoo are you, Maggie?' 'An no weel ava, Dugald.' 'Dugald: 'A'm no weel ava. Can gie me a cup of tea?' I try some o' McGowen's tea.' 'No,' said Dugald, 'he'll do no guid.' 'Will I make you a hoo porr egg?' 'It's no use, Dugald; I'm no weel whatever, man.' 'Weel, Maggie, wil I marry you the nicht?' 'Oh, Dugald, you make me laugh, and me no weel. Get me some o' that tea noo!'—[Advt.] [18, 946, 166, 999]
tide-cell: 5.4 [147, 809, 165, 817]
library-heading: LIBRARY. [1014, 387, 1043, 395]
agent-office: A. & N.S.F. Co.'s Office, Shortland. [75, 353, 166, 361]
house-paragraph: In the House to-day the Goldfields Committee brought up a report on the petition for the removal of Warden Robinson to the effect that the charges made against him were entirely unsupported, and that there is no petition preferring charges against a judicial officer should be received until the charges had been investigated by the Minister of Justice. The report was referred to the Standing Orders committee to consider. [956, 570, 1101, 631]
court-paragraph: Jackson v. McLean: claim, £2 15s, cost of survey and expenses in coming to the Thames to attend Court, and costs — Marshall v. Hogan; claim, £1 13s, and costs 15s.—Fletcher v. Webb; claim, £21, promissory note and interest, and costs, £2 6s. [488, 561, 638, 599]
council-paragraph: Mr R. N. Smith wrote asking the Council to do something to Bay street, near Amy street, which was in a dangerous condition, owing to the late flood.—Referred to Works Committee with power to act. [800, 233, 950, 264]
tide-cell: 7.7 [125, 809, 147, 817]
tide-header-cell: Morn. [78, 792, 103, 800]
carrying-line: Carrying Passengers and Cargo. [51, 59, 133, 67]
orphanage-heading: ORPHANAGE SCHOOL. [994, 420, 1063, 428]
tide-cell: 9.17 [78, 842, 103, 850]
gellion-body-1: Will Sell at their Rooms, A Consignment of RAMS and BACON, from Upper Thames, also Chaff, Cheese, and Sundries. [176, 60, 326, 83]
fares-line: Fares through to Te Aroha, 15s; Freight 25s per ton. [24, 135, 155, 143]
wellington-thursday: Wellington, Thursday. [582, 653, 638, 661]
division-paragraph: The bill was ordered to be committed to-morrow fortnight. [644, 680, 794, 696]
enterprise-name: The favorite Steamer ENTERPRISE No. 2. [62, 214, 162, 230]
news-paragraph: The Married Women's Property Protection Bill passed its third reading in the Legislative Council by a majority of 14 to 11. [332, 115, 482, 138]
tide-header-cell: Sets [147, 792, 165, 800]
news-paragraph: The people of Taranaki, not content with a harbor at New Plymouth, wish to have a harbor at Waitara, but very properly Mr Waterhouse, in the Legislative Council, moved that the Waitara Harbour and Loan Bill be thrown out, as there would be no security for the bondholders. [332, 139, 482, 177]
court-this-day: THIS DAY. [548, 281, 578, 289]
tide-cell: 5.9 [147, 850, 165, 858]
court-paragraph: His Worship said he could not do this; it was very evident defendant had had the money to discharge this debt, and had committed a fraud by not doing so. He would therefore make an order for him to pay the amount claimed, and costs within 14 days, or in default suffer one month's imprisonment. [488, 456, 638, 502]
parliament-paragraph: The no-confidence debate was resumed by Mr Wallis. He complained that by the action of the whips of both sides in appointing the division for that night, they had placed a member who still desired to speak at a disadvantage. He denied the statement set up that Maori lands had not been benefited by the public works expenditure, and should not therefore pay rates. The fact was that these lands before the advent of European enterprise were not worth a farthing per acre, whereas they had now acquired a good round market value. That itself was an answer to the objection referred to. He had no desire to see the Government turned out this session, or to precipitate a dissolution. Still, he had no confidence in the Government as constituted, and would therefore vote against the motion. [488, 678, 638, 785]
council-paragraph: The report was received. [962, 38, 1025, 46]
council-paragraph: Re the straightening of the Waiotahi Creek, some discussion ensued as to the means to be employed, but ultimately it was resolved that the matter be referred to the Works Committee to procure plans &c., for the work, and an estimate of the cost, to report in fourteen days. A similar resolution was carried with reference to the Karaka Creek. [956, 47, 1101, 100]
steamer-icon [18, 451, 54, 473]
tide-cell: 31—Sunday [19, 850, 79, 858]
outward-heading: OUTWARD CORRESPONDENCE. [672, 799, 766, 806]
time-1: At 11 o'clock. [233, 38, 269, 46]
tide-cell: 9.33 [103, 842, 125, 850]
fare-single-saloon: SINGLE FARE (SALOON) ... 7s 6d [24, 272, 117, 280]
mails-close: Mails Close— [73, 688, 111, 696]
tide-cell: 7.5 [125, 825, 147, 833]
cable-france: In a communication by the French Government, Barthelemy St. Hilaire makes reassuring statements disavowing any designs on the part of France in regard to Tripoli. [332, 847, 482, 877]
tide-cell: 7.3 [125, 842, 147, 850]
patiki-from: From Shortland, Calling at Grahamstown Wharf. [24, 408, 148, 416]
master-name: A. Farquhar, Master. [85, 76, 139, 84]
council-paragraph: Before the ordinary business of the Council was gone into, the Mayor read the following telegram from the Premier:—'Government, pending receipt of fuller report from Mr Hales, take on themselves to authorise Borough and County Councils together to expend £3000 in repairs to works of public character, feeling assured that Parliament will not refuse to sanction such assistance in the case of so great a misfortune as that which has befallen you. I have sent a copy to the Chairman of the County, and will again communicate when further reports are received.—J. Hall.' [644, 824, 794, 908]
tide-cell: 10.6 [103, 850, 125, 858]
navigation-company-heading: THAMES RIVER STEAM NAVIGATION COMPANY. [34, 368, 150, 383]
tide-cell: 27—Wednesday [19, 817, 79, 825]
news-paragraph: The Thames Rifle Rangers passed last night a most satisfactory inspection at the hands of Major Withers. Captain Douglas and all his officers were present, and over 60 men in the ranks. The corps were, after inspection, exercised in battalion drill by the Major and officers, and executed all the movements with great precision. [332, 68, 482, 114]
tide-cell: 7.4 [78, 809, 103, 817]
column-council-continued [795, 30, 954, 1443]
masthead [18, 0, 1096, 25]
from-goods-wharf-2: From Goods Wharf. [66, 109, 118, 117]
duty-label: Duty ... [24, 665, 43, 673]
